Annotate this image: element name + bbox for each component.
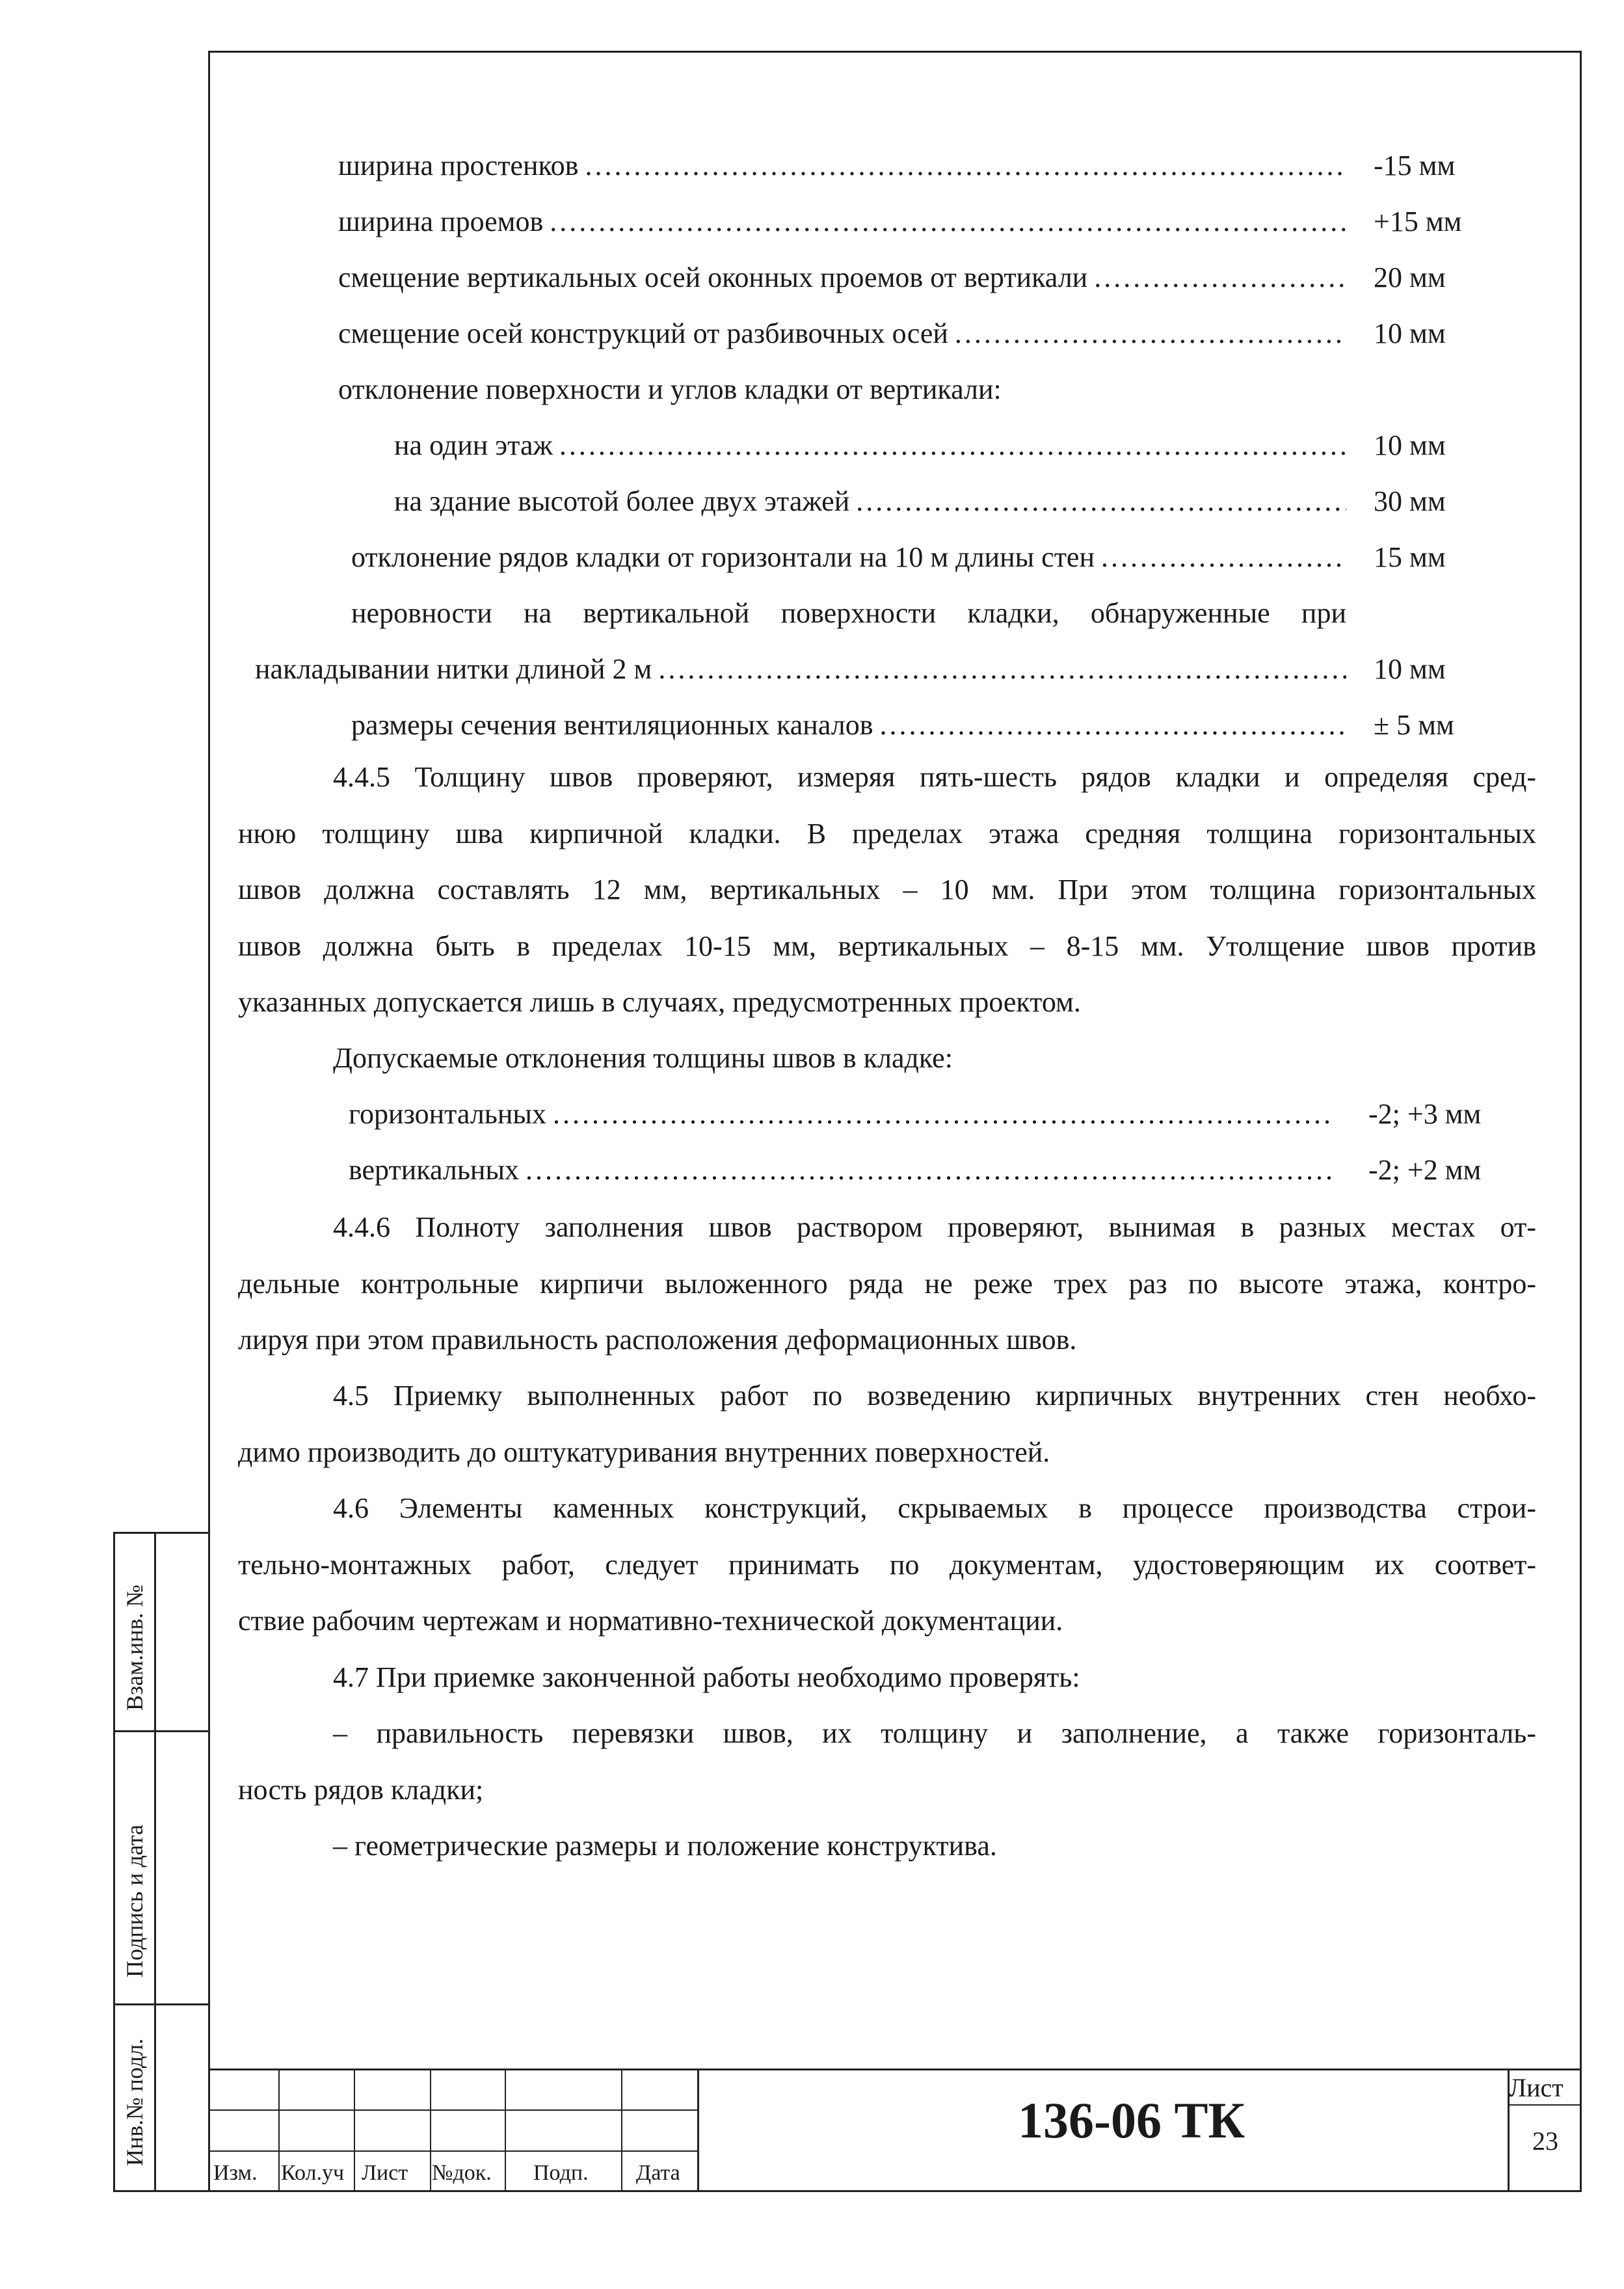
paragraph-line: нюю толщину шва кирпичной кладки. В пределах этажа средняя толщина горизонтальных (238, 817, 1536, 850)
paragraph-line: – геометрические размеры и положение конструктива. (333, 1830, 997, 1862)
document-code: 136-06 ТК (1018, 2092, 1245, 2148)
tolerance-label: накладывании нитки длиной 2 м (255, 653, 652, 685)
tolerance-row (0, 641, 1624, 697)
paragraph-line: – правильность перевязки швов, их толщину и заполнение, а также горизонталь- (333, 1717, 1536, 1749)
paragraph-line: указанных допускается лишь в случаях, предусмотренных проектом. (238, 986, 1081, 1018)
tolerance-value: 20 мм (1374, 261, 1446, 293)
tolerance-label: отклонение поверхности и углов кладки от вертикали: (338, 373, 1002, 405)
seam-heading: Допускаемые отклонения толщины швов в кладке: (333, 1042, 953, 1074)
tolerance-value: -15 мм (1374, 150, 1456, 181)
tolerance-row (0, 362, 1624, 418)
tolerance-row (0, 585, 1624, 641)
tolerance-value: 10 мм (1374, 429, 1446, 461)
paragraph-line: лируя при этом правильность расположения деформационных швов. (238, 1324, 1077, 1356)
tolerance-value: +15 мм (1374, 206, 1462, 237)
seam-label: вертикальных (349, 1154, 520, 1186)
paragraph-4-7: 4.7 При приемке законченной работы необходимо проверять: (333, 1661, 1080, 1693)
stamp-podpis-data: Подпись и дата (122, 1825, 148, 1977)
seam-value: -2; +3 мм (1368, 1098, 1482, 1130)
tb-header-data: Дата (636, 2161, 680, 2185)
paragraph-line: дельные контрольные кирпичи выложенного ряда не реже трех раз по высоте этажа, контро- (238, 1267, 1536, 1300)
tolerance-label: смещение осей конструкций от разбивочных осей (338, 317, 948, 349)
sheet-number: 23 (1532, 2126, 1558, 2156)
tolerance-row (0, 529, 1624, 585)
tolerance-row (0, 250, 1624, 306)
tb-header-ndok: №док. (432, 2161, 492, 2185)
check-item-2 (238, 1818, 1536, 1875)
tolerance-row (0, 194, 1624, 250)
tolerance-label: ширина проемов (338, 206, 544, 237)
paragraph-line: 4.4.6 Полноту заполнения швов раствором проверяют, вынимая в разных местах от- (333, 1211, 1536, 1243)
tb-header-kol-uch: Кол.уч (281, 2161, 345, 2185)
tolerance-label: ширина простенков (338, 150, 579, 181)
paragraph-line: димо производить до оштукатуривания внутренних поверхностей. (238, 1436, 1050, 1468)
paragraph-line: 4.5 Приемку выполненных работ по возведению кирпичных внутренних стен необхо- (333, 1380, 1536, 1412)
tolerance-value: ± 5 мм (1374, 709, 1454, 741)
paragraph-4-4-5 (238, 749, 1536, 1031)
tolerance-row (0, 306, 1624, 362)
tolerance-row (0, 697, 1624, 753)
tolerance-label: на один этаж (394, 429, 553, 461)
tolerance-value: 10 мм (1374, 653, 1446, 685)
seam-row (0, 1086, 1624, 1142)
tolerance-value: 10 мм (1374, 317, 1446, 349)
paragraph-4-6 (238, 1480, 1536, 1650)
tolerance-row (0, 418, 1624, 474)
check-item-1 (238, 1706, 1536, 1818)
paragraph-line: швов должна составлять 12 мм, вертикальных – 10 мм. При этом толщина горизонтальных (238, 874, 1536, 905)
tolerance-label: отклонение рядов кладки от горизонтали на 10 м длины стен (351, 541, 1095, 573)
paragraph-4-5 (238, 1368, 1536, 1480)
tb-header-podp: Подп. (533, 2161, 589, 2185)
tolerance-label: неровности на вертикальной поверхности кладки, обнаруженные при (351, 597, 1346, 629)
paragraph-line: тельно-монтажных работ, следует принимать по документам, удостоверяющим их соответ- (238, 1548, 1536, 1581)
tolerance-label: на здание высотой более двух этажей (394, 485, 850, 517)
stamp-inv-podl: Инв.№ подл. (122, 2038, 148, 2166)
tb-header-izm: Изм. (213, 2161, 258, 2185)
tolerance-label: смещение вертикальных осей оконных проемов от вертикали (338, 261, 1088, 293)
tolerance-label: размеры сечения вентиляционных каналов (351, 709, 873, 741)
sheet-label: Лист (1509, 2073, 1564, 2102)
seam-row (0, 1142, 1624, 1198)
tolerance-value: 30 мм (1374, 485, 1446, 517)
seam-label: горизонтальных (349, 1098, 546, 1130)
paragraph-line: ность рядов кладки; (238, 1773, 484, 1806)
paragraph-4-4-6 (238, 1199, 1536, 1369)
tb-header-list: Лист (362, 2161, 408, 2185)
tolerance-row (0, 474, 1624, 529)
seam-value: -2; +2 мм (1368, 1154, 1482, 1186)
stamp-vzam-inv: Взам.инв. № (122, 1585, 148, 1711)
paragraph-line: швов должна быть в пределах 10-15 мм, вертикальных – 8-15 мм. Утолщение швов против (238, 930, 1536, 962)
paragraph-line: 4.4.5 Толщину швов проверяют, измеряя пять-шесть рядов кладки и определяя сред- (333, 761, 1536, 793)
paragraph-line: ствие рабочим чертежам и нормативно-технической документации. (238, 1605, 1063, 1637)
paragraph-line: 4.6 Элементы каменных конструкций, скрываемых в процессе производства строи- (333, 1492, 1536, 1524)
tolerance-row (0, 138, 1624, 194)
tolerance-value: 15 мм (1374, 541, 1446, 573)
